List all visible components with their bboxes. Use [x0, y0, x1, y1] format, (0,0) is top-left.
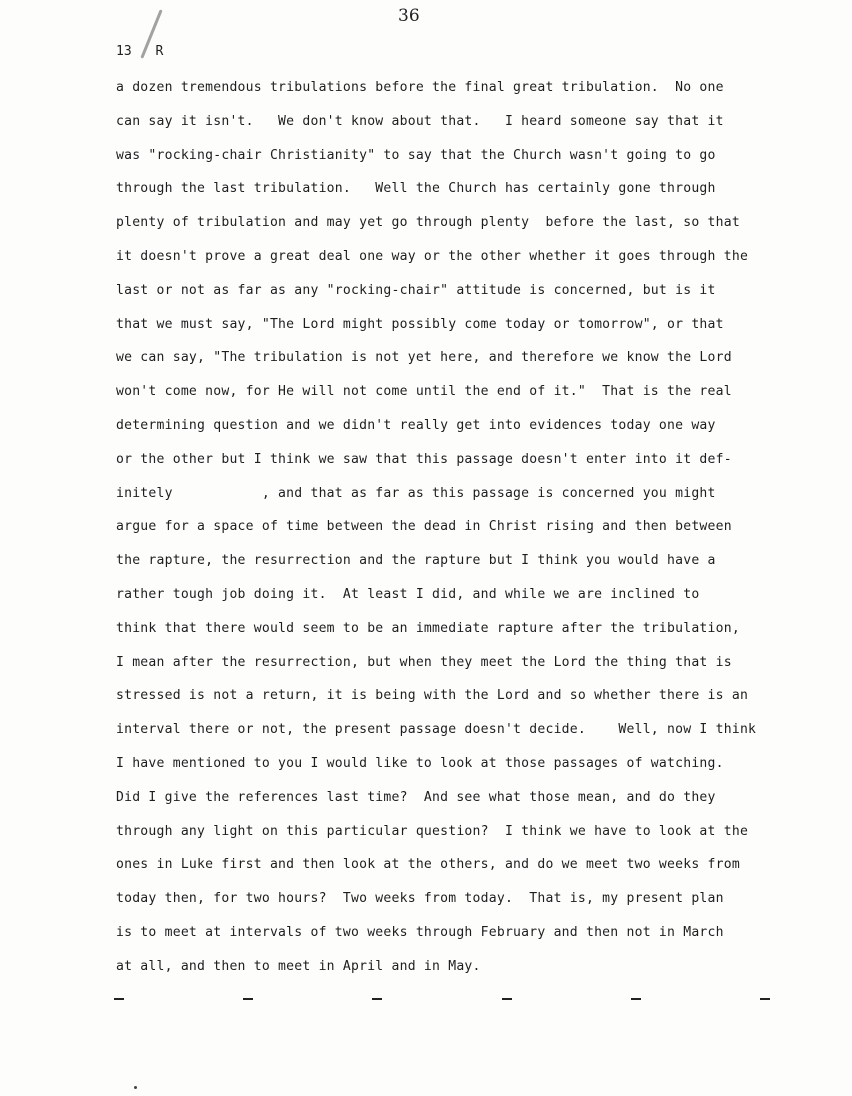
section-number: 13 — [116, 44, 132, 59]
text-line: was "rocking-chair Christianity" to say that the Church wasn't going to go — [116, 147, 716, 163]
text-line: the rapture, the resurrection and the rapture but I think you would have a — [116, 553, 716, 569]
section-letter: R — [155, 44, 164, 59]
dash-mark — [760, 998, 770, 1000]
text-line: I have mentioned to you I would like to look at those passages of watching. — [116, 755, 724, 771]
text-line: rather tough job doing it. At least I did, and while we are inclined to — [116, 586, 700, 602]
text-line: we can say, "The tribulation is not yet here, and therefore we know the Lord — [116, 350, 732, 366]
dash-mark — [502, 998, 512, 1000]
text-line: argue for a space of time between the dead in Christ rising and then between — [116, 519, 732, 535]
text-line: last or not as far as any "rocking-chair" attitude is concerned, but is it — [116, 282, 716, 298]
text-line: Did I give the references last time? And see what those mean, and do they — [116, 789, 716, 805]
text-line: through any light on this particular question? I think we have to look at the — [116, 823, 749, 839]
end-of-section-dashes — [114, 998, 770, 1000]
text-line: through the last tribulation. Well the Church has certainly gone through — [116, 181, 716, 197]
dash-mark — [114, 998, 124, 1000]
section-marker — [116, 44, 163, 59]
text-line: that we must say, "The Lord might possibly come today or tomorrow", or that — [116, 316, 724, 332]
dash-mark — [631, 998, 641, 1000]
page-number: 36 — [398, 6, 420, 26]
dash-mark — [243, 998, 253, 1000]
paper-speck — [134, 1086, 137, 1089]
text-line: interval there or not, the present passage doesn't decide. Well, now I think — [116, 722, 757, 738]
text-line: a dozen tremendous tribulations before the final great tribulation. No one — [116, 80, 724, 95]
dash-mark — [372, 998, 382, 1000]
text-line: ones in Luke first and then look at the others, and do we meet two weeks from — [116, 857, 740, 873]
text-line: or the other but I think we saw that this passage doesn't enter into it def- — [116, 451, 732, 467]
text-line: I mean after the resurrection, but when they meet the Lord the thing that is — [116, 654, 732, 670]
text-line: at all, and then to meet in April and in May. — [116, 958, 481, 974]
text-line: stressed is not a return, it is being with the Lord and so whether there is an — [116, 688, 749, 704]
transcript-body — [116, 78, 796, 991]
text-line: plenty of tribulation and may yet go through plenty before the last, so that — [116, 215, 740, 231]
text-line: today then, for two hours? Two weeks from today. That is, my present plan — [116, 891, 724, 907]
text-line: initely , and that as far as this passage is concerned you might — [116, 485, 716, 501]
text-line: it doesn't prove a great deal one way or the other whether it goes through the — [116, 248, 749, 264]
text-line: think that there would seem to be an immediate rapture after the tribulation, — [116, 620, 740, 636]
text-line: can say it isn't. We don't know about that. I heard someone say that it — [116, 113, 724, 129]
text-line: determining question and we didn't really get into evidences today one way — [116, 417, 716, 433]
text-line: is to meet at intervals of two weeks through February and then not in March — [116, 924, 724, 940]
text-line: won't come now, for He will not come until the end of it." That is the real — [116, 384, 732, 400]
